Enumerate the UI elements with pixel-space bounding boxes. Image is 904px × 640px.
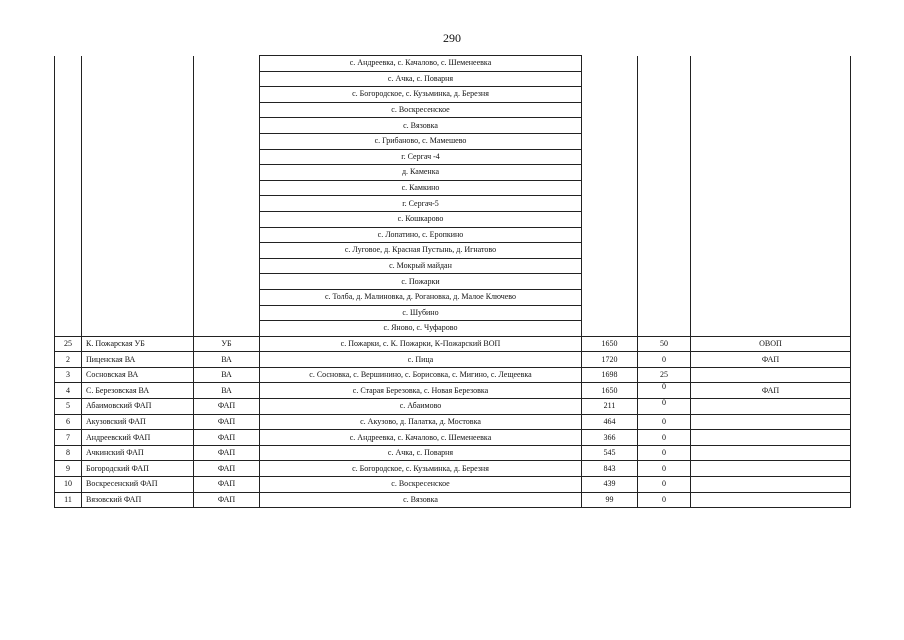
empty-cell xyxy=(638,196,691,212)
empty-cell xyxy=(691,227,851,243)
empty-cell xyxy=(691,87,851,103)
empty-cell xyxy=(82,243,194,259)
population: 1698 xyxy=(582,367,638,383)
empty-cell xyxy=(194,87,260,103)
place-cell: с. Воскресенское xyxy=(260,102,582,118)
empty-cell xyxy=(638,227,691,243)
population: 545 xyxy=(582,445,638,461)
empty-cell xyxy=(55,71,82,87)
distance: 0 xyxy=(638,461,691,477)
population: 211 xyxy=(582,399,638,415)
continuation-row xyxy=(55,243,851,259)
page-number: 290 xyxy=(443,31,461,45)
population: 1650 xyxy=(582,336,638,352)
facility-type: ВА xyxy=(194,367,260,383)
row-number: 8 xyxy=(55,445,82,461)
empty-cell xyxy=(82,102,194,118)
empty-cell xyxy=(691,165,851,181)
facility-kind: ФАП xyxy=(691,383,851,399)
settlements: с. Ачка, с. Поварня xyxy=(260,445,582,461)
facility-name: Воскресенский ФАП xyxy=(82,477,194,493)
table-row xyxy=(55,477,851,493)
empty-cell xyxy=(82,71,194,87)
empty-cell xyxy=(194,227,260,243)
row-number: 10 xyxy=(55,477,82,493)
empty-cell xyxy=(582,180,638,196)
continuation-row xyxy=(55,102,851,118)
empty-cell xyxy=(638,118,691,134)
continuation-row xyxy=(55,71,851,87)
empty-cell xyxy=(194,274,260,290)
facility-name: Абаимовский ФАП xyxy=(82,399,194,415)
empty-cell xyxy=(638,87,691,103)
empty-cell xyxy=(55,196,82,212)
empty-cell xyxy=(638,165,691,181)
population: 99 xyxy=(582,492,638,508)
empty-cell xyxy=(82,274,194,290)
settlements: с. Вязовка xyxy=(260,492,582,508)
empty-cell xyxy=(55,305,82,321)
empty-cell xyxy=(638,56,691,72)
settlements: с. Андреевка, с. Качалово, с. Шеменеевка xyxy=(260,430,582,446)
population: 366 xyxy=(582,430,638,446)
empty-cell xyxy=(691,102,851,118)
empty-cell xyxy=(55,321,82,337)
place-cell: с. Богородское, с. Кузьминка, д. Березня xyxy=(260,87,582,103)
empty-cell xyxy=(582,71,638,87)
facility-kind xyxy=(691,461,851,477)
continuation-row xyxy=(55,87,851,103)
empty-cell xyxy=(194,321,260,337)
empty-cell xyxy=(638,243,691,259)
empty-cell xyxy=(582,305,638,321)
empty-cell xyxy=(638,149,691,165)
empty-cell xyxy=(82,56,194,72)
row-number: 4 xyxy=(55,383,82,399)
place-cell: с. Андреевка, с. Качалово, с. Шеменеевка xyxy=(260,56,582,72)
empty-cell xyxy=(582,274,638,290)
empty-cell xyxy=(582,227,638,243)
empty-cell xyxy=(691,243,851,259)
empty-cell xyxy=(691,133,851,149)
settlements: с. Сосновка, с. Вершинино, с. Борисовка, с. Мигино, с. Лещеевка xyxy=(260,367,582,383)
empty-cell xyxy=(194,133,260,149)
empty-cell xyxy=(55,180,82,196)
facility-type: ФАП xyxy=(194,399,260,415)
place-cell: с. Яново, с. Чуфарово xyxy=(260,321,582,337)
empty-cell xyxy=(638,274,691,290)
table-row xyxy=(55,461,851,477)
facility-kind xyxy=(691,492,851,508)
empty-cell xyxy=(194,102,260,118)
empty-cell xyxy=(638,321,691,337)
empty-cell xyxy=(55,274,82,290)
continuation-row xyxy=(55,56,851,72)
facility-name: С. Березовская ВА xyxy=(82,383,194,399)
facility-kind: ФАП xyxy=(691,352,851,368)
continuation-row xyxy=(55,227,851,243)
empty-cell xyxy=(691,180,851,196)
empty-cell xyxy=(691,56,851,72)
continuation-row xyxy=(55,305,851,321)
empty-cell xyxy=(582,87,638,103)
facility-type: ВА xyxy=(194,383,260,399)
empty-cell xyxy=(55,289,82,305)
empty-cell xyxy=(691,289,851,305)
distance: 0 xyxy=(638,414,691,430)
continuation-row xyxy=(55,258,851,274)
distance: 0 xyxy=(638,445,691,461)
empty-cell xyxy=(55,258,82,274)
empty-cell xyxy=(194,165,260,181)
empty-cell xyxy=(55,87,82,103)
empty-cell xyxy=(55,102,82,118)
continuation-row xyxy=(55,211,851,227)
settlements: с. Пица xyxy=(260,352,582,368)
settlements: с. Абаимово xyxy=(260,399,582,415)
empty-cell xyxy=(582,133,638,149)
continuation-row xyxy=(55,165,851,181)
empty-cell xyxy=(582,149,638,165)
row-number: 5 xyxy=(55,399,82,415)
empty-cell xyxy=(691,211,851,227)
population: 1720 xyxy=(582,352,638,368)
facility-type: ФАП xyxy=(194,492,260,508)
empty-cell xyxy=(55,149,82,165)
row-number: 9 xyxy=(55,461,82,477)
continuation-row xyxy=(55,196,851,212)
empty-cell xyxy=(691,305,851,321)
population: 464 xyxy=(582,414,638,430)
empty-cell xyxy=(638,211,691,227)
place-cell: с. Мокрый майдан xyxy=(260,258,582,274)
empty-cell xyxy=(55,56,82,72)
empty-cell xyxy=(638,305,691,321)
distance: 0 xyxy=(638,477,691,493)
place-cell: с. Камкино xyxy=(260,180,582,196)
place-cell: с. Вязовка xyxy=(260,118,582,134)
empty-cell xyxy=(691,321,851,337)
empty-cell xyxy=(582,196,638,212)
empty-cell xyxy=(82,258,194,274)
empty-cell xyxy=(638,133,691,149)
distance: 0 xyxy=(638,492,691,508)
continuation-row xyxy=(55,321,851,337)
distance: 0 xyxy=(638,399,691,415)
empty-cell xyxy=(82,149,194,165)
empty-cell xyxy=(82,321,194,337)
settlements: с. Акузово, д. Палатка, д. Мостовка xyxy=(260,414,582,430)
empty-cell xyxy=(582,211,638,227)
facility-type: ФАП xyxy=(194,430,260,446)
empty-cell xyxy=(194,305,260,321)
empty-cell xyxy=(638,102,691,118)
facility-name: Акузовский ФАП xyxy=(82,414,194,430)
place-cell: с. Грибаново, с. Мамешево xyxy=(260,133,582,149)
empty-cell xyxy=(82,180,194,196)
table-row xyxy=(55,352,851,368)
settlements: с. Старая Березовка, с. Новая Березовка xyxy=(260,383,582,399)
facility-type: ФАП xyxy=(194,477,260,493)
empty-cell xyxy=(691,274,851,290)
empty-cell xyxy=(194,180,260,196)
continuation-row xyxy=(55,149,851,165)
empty-cell xyxy=(194,289,260,305)
empty-cell xyxy=(82,165,194,181)
facility-name: Ачкинский ФАП xyxy=(82,445,194,461)
row-number: 25 xyxy=(55,336,82,352)
facility-name: Сосновская ВА xyxy=(82,367,194,383)
population: 439 xyxy=(582,477,638,493)
facilities-table xyxy=(54,55,851,508)
distance: 0 xyxy=(638,383,691,399)
empty-cell xyxy=(82,211,194,227)
continuation-row xyxy=(55,133,851,149)
facility-kind xyxy=(691,477,851,493)
empty-cell xyxy=(691,196,851,212)
empty-cell xyxy=(638,258,691,274)
empty-cell xyxy=(582,289,638,305)
table-row xyxy=(55,399,851,415)
facility-kind xyxy=(691,399,851,415)
table-row xyxy=(55,336,851,352)
facility-type: ФАП xyxy=(194,414,260,430)
continuation-row xyxy=(55,118,851,134)
empty-cell xyxy=(582,56,638,72)
facility-kind xyxy=(691,430,851,446)
place-cell: г. Сергач -4 xyxy=(260,149,582,165)
empty-cell xyxy=(82,305,194,321)
empty-cell xyxy=(82,289,194,305)
empty-cell xyxy=(194,149,260,165)
empty-cell xyxy=(82,133,194,149)
distance: 0 xyxy=(638,430,691,446)
empty-cell xyxy=(582,243,638,259)
empty-cell xyxy=(194,71,260,87)
place-cell: г. Сергач-5 xyxy=(260,196,582,212)
empty-cell xyxy=(691,118,851,134)
empty-cell xyxy=(582,258,638,274)
row-number: 6 xyxy=(55,414,82,430)
facility-name: Вязовский ФАП xyxy=(82,492,194,508)
table-row xyxy=(55,445,851,461)
empty-cell xyxy=(582,118,638,134)
facility-type: УБ xyxy=(194,336,260,352)
facility-kind xyxy=(691,414,851,430)
empty-cell xyxy=(82,227,194,243)
table-row xyxy=(55,414,851,430)
place-cell: с. Толба, д. Малиновка, д. Рогановка, д. Малое Ключево xyxy=(260,289,582,305)
empty-cell xyxy=(582,321,638,337)
empty-cell xyxy=(55,211,82,227)
empty-cell xyxy=(82,196,194,212)
settlements: с. Воскресенское xyxy=(260,477,582,493)
empty-cell xyxy=(55,133,82,149)
empty-cell xyxy=(82,118,194,134)
facility-type: ВА xyxy=(194,352,260,368)
facility-type: ФАП xyxy=(194,461,260,477)
table-row xyxy=(55,383,851,399)
empty-cell xyxy=(82,87,194,103)
continuation-row xyxy=(55,274,851,290)
empty-cell xyxy=(194,118,260,134)
facility-name: Пиценская ВА xyxy=(82,352,194,368)
place-cell: с. Ачка, с. Поварня xyxy=(260,71,582,87)
table-row xyxy=(55,492,851,508)
place-cell: с. Луговое, д. Красная Пустынь, д. Игнатово xyxy=(260,243,582,259)
facility-name: Богородский ФАП xyxy=(82,461,194,477)
empty-cell xyxy=(194,243,260,259)
distance: 50 xyxy=(638,336,691,352)
distance: 0 xyxy=(638,352,691,368)
empty-cell xyxy=(582,165,638,181)
continuation-row xyxy=(55,180,851,196)
empty-cell xyxy=(638,71,691,87)
settlements: с. Пожарки, с. К. Пожарки, К-Пожарский ВОП xyxy=(260,336,582,352)
empty-cell xyxy=(691,258,851,274)
place-cell: с. Кошкарово xyxy=(260,211,582,227)
empty-cell xyxy=(55,243,82,259)
settlements: с. Богородское, с. Кузьминка, д. Березня xyxy=(260,461,582,477)
place-cell: с. Пожарки xyxy=(260,274,582,290)
empty-cell xyxy=(638,180,691,196)
distance: 25 xyxy=(638,367,691,383)
empty-cell xyxy=(55,165,82,181)
empty-cell xyxy=(194,258,260,274)
empty-cell xyxy=(194,56,260,72)
place-cell: с. Лопатино, с. Еропкино xyxy=(260,227,582,243)
place-cell: д. Каменка xyxy=(260,165,582,181)
row-number: 3 xyxy=(55,367,82,383)
empty-cell xyxy=(55,118,82,134)
place-cell: с. Шубино xyxy=(260,305,582,321)
facility-type: ФАП xyxy=(194,445,260,461)
row-number: 7 xyxy=(55,430,82,446)
population: 843 xyxy=(582,461,638,477)
table-row xyxy=(55,367,851,383)
empty-cell xyxy=(55,227,82,243)
facility-name: К. Пожарская УБ xyxy=(82,336,194,352)
continuation-row xyxy=(55,289,851,305)
empty-cell xyxy=(194,196,260,212)
empty-cell xyxy=(691,71,851,87)
empty-cell xyxy=(638,289,691,305)
row-number: 2 xyxy=(55,352,82,368)
facility-name: Андреевский ФАП xyxy=(82,430,194,446)
table-row xyxy=(55,430,851,446)
facility-kind: ОВОП xyxy=(691,336,851,352)
facility-kind xyxy=(691,367,851,383)
empty-cell xyxy=(691,149,851,165)
row-number: 11 xyxy=(55,492,82,508)
empty-cell xyxy=(582,102,638,118)
empty-cell xyxy=(194,211,260,227)
population: 1650 xyxy=(582,383,638,399)
facility-kind xyxy=(691,445,851,461)
